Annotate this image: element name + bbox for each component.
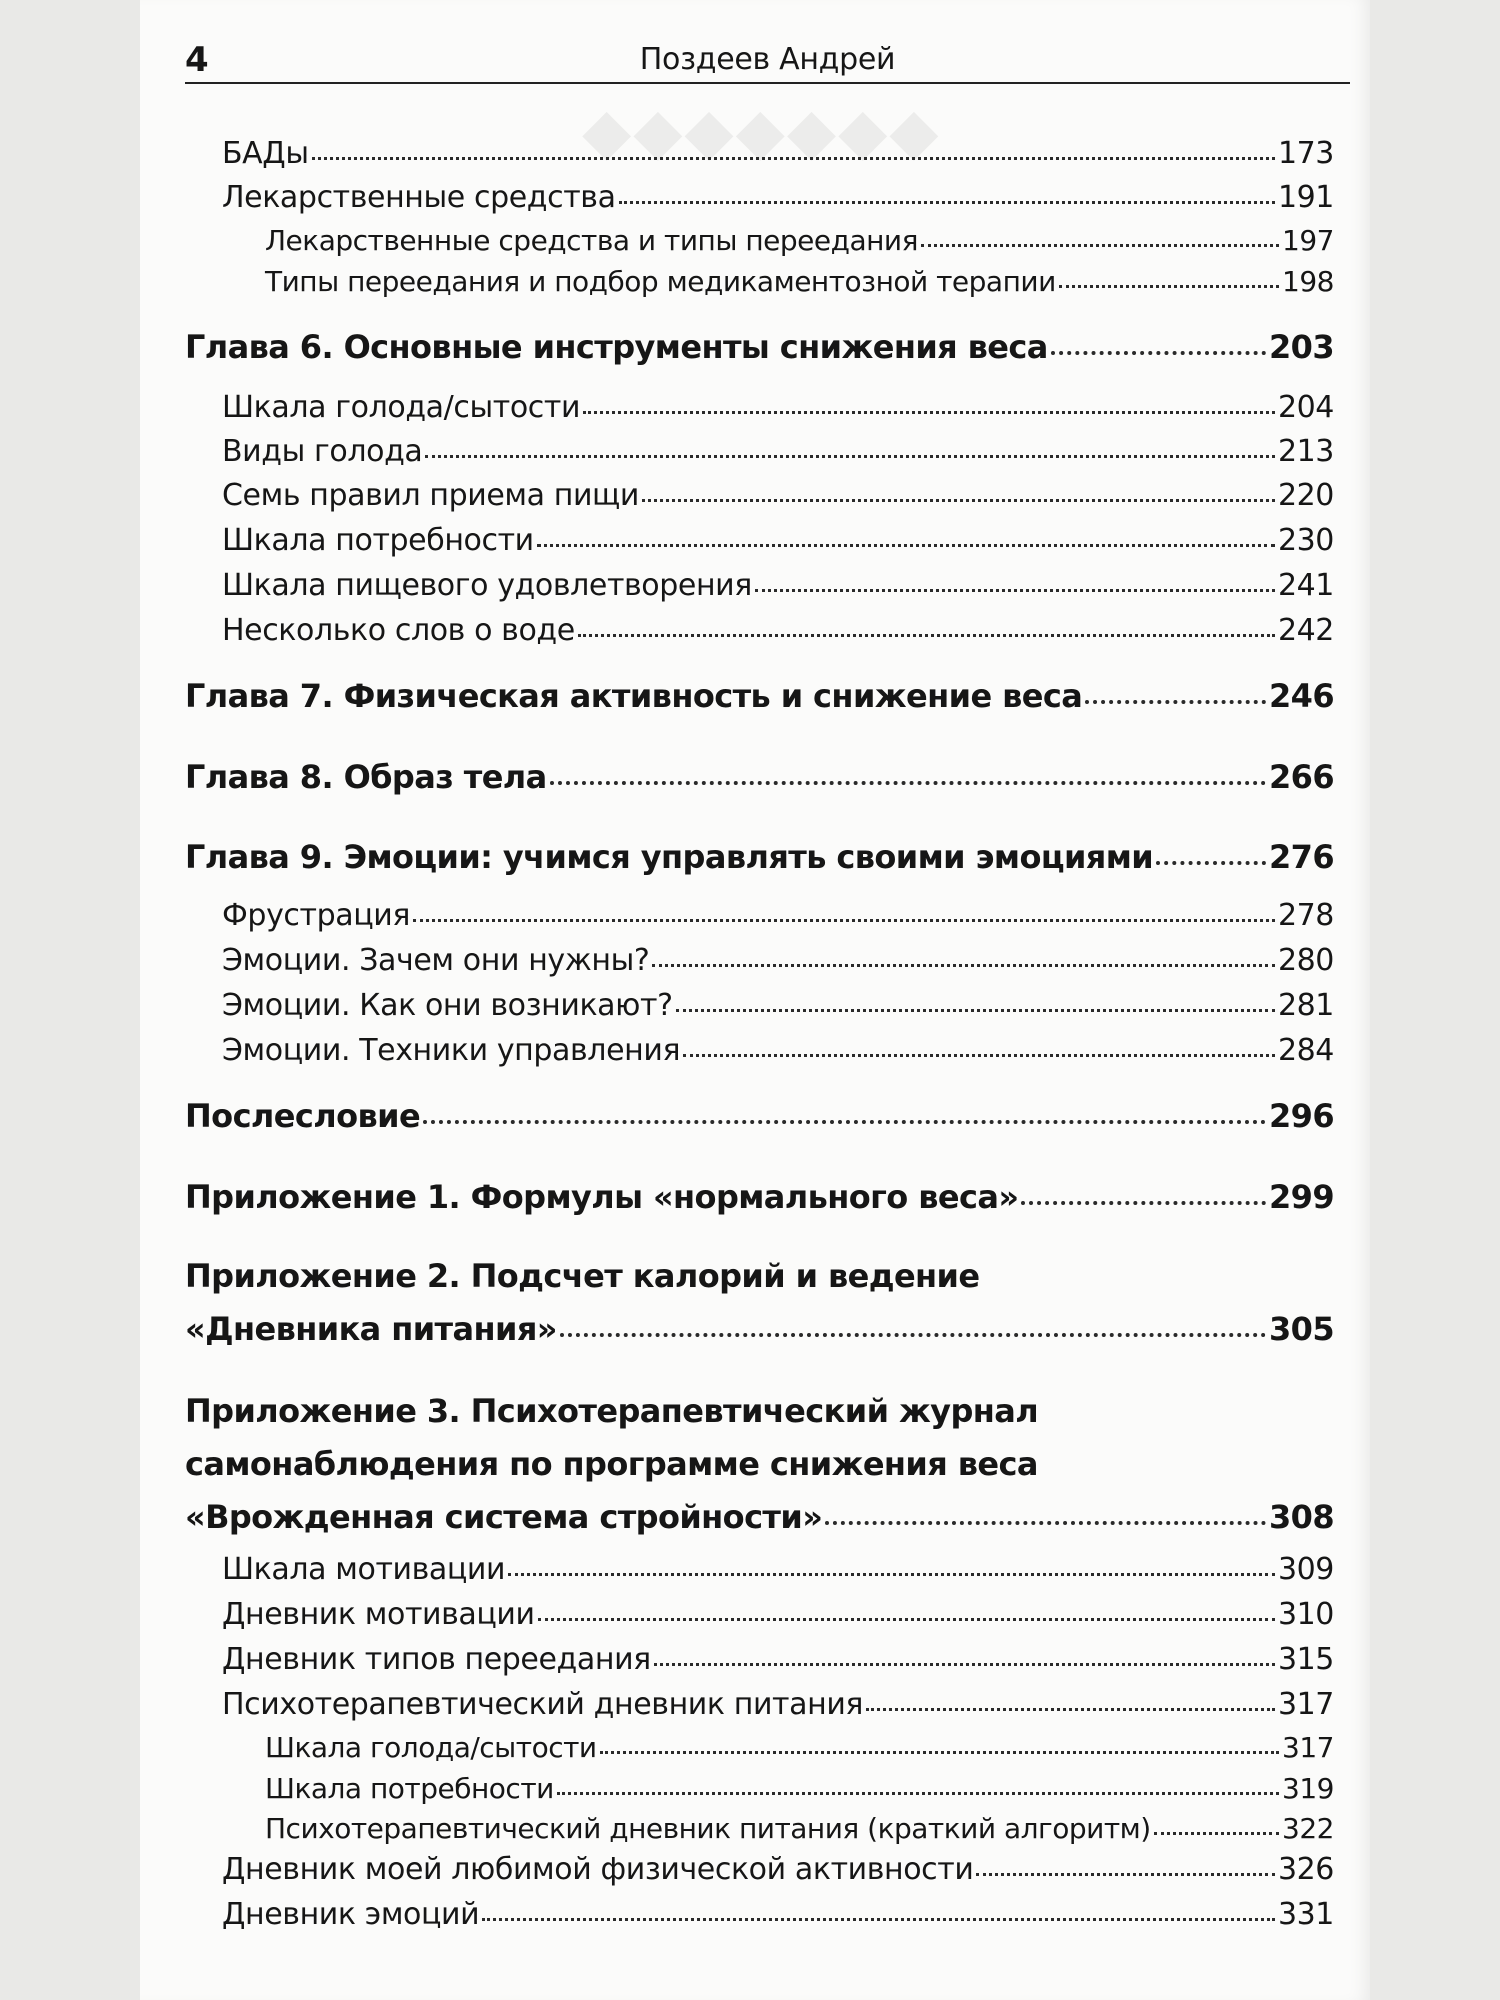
toc-chapter-page: 266 (1269, 758, 1334, 796)
toc-entry (222, 136, 1334, 171)
toc-chapter-page: 203 (1269, 328, 1334, 366)
toc-chapter-title-line: Приложение 2. Подсчет калорий и ведение (185, 1257, 980, 1295)
dot-leader (683, 1054, 1275, 1057)
toc-entry-page: 309 (1277, 1552, 1334, 1587)
toc-entry (222, 478, 1334, 513)
toc-entry-title: Психотерапевтический дневник питания (краткий алгоритм) (265, 1812, 1151, 1845)
toc-entry-title: Несколько слов о воде (222, 613, 575, 648)
toc-entry-title: Эмоции. Как они возникают? (222, 988, 673, 1023)
toc-chapter (185, 1498, 1334, 1536)
toc-entry-page: 331 (1277, 1897, 1334, 1932)
toc-entry-page: 241 (1277, 568, 1334, 603)
toc-entry-page: 198 (1282, 265, 1334, 298)
dot-leader (825, 1521, 1266, 1525)
toc-chapter-title: Глава 6. Основные инструменты снижения веса (185, 328, 1048, 366)
toc-entry (222, 523, 1334, 558)
toc-chapter-title: Глава 8. Образ тела (185, 758, 547, 796)
toc-chapter-page: 308 (1269, 1498, 1334, 1536)
toc-entry-page: 278 (1277, 898, 1334, 933)
toc-entry (222, 898, 1334, 933)
toc-entry (265, 224, 1334, 257)
toc-entry (222, 943, 1334, 978)
dot-leader (1059, 285, 1279, 288)
toc-chapter (185, 677, 1334, 715)
toc-entry (222, 1897, 1334, 1932)
toc-entry (222, 1642, 1334, 1677)
toc-chapter-page: 246 (1269, 677, 1334, 715)
toc-entry-page: 191 (1277, 180, 1334, 215)
toc-entry-title: Фрустрация (222, 898, 410, 933)
dot-leader (537, 544, 1275, 547)
toc-chapter-page: 299 (1269, 1178, 1334, 1216)
toc-entry-title: Шкала голода/сытости (222, 390, 581, 425)
toc-entry (265, 1731, 1334, 1764)
toc-entry-title: Лекарственные средства и типы переедания (265, 224, 918, 257)
toc-entry-page: 173 (1277, 136, 1334, 171)
toc-chapter-page: 276 (1269, 838, 1334, 876)
dot-leader (1154, 1832, 1279, 1835)
toc-entry-page: 230 (1277, 523, 1334, 558)
toc-entry-title: Эмоции. Зачем они нужны? (222, 943, 650, 978)
toc-chapter (185, 1310, 1334, 1348)
dot-leader (600, 1751, 1279, 1754)
toc-entry-title: Шкала мотивации (222, 1552, 506, 1587)
dot-leader (866, 1708, 1275, 1711)
toc-entry (222, 613, 1334, 648)
toc-entry-page: 326 (1277, 1852, 1334, 1887)
toc-entry-title: Дневник мотивации (222, 1597, 535, 1632)
dot-leader (413, 919, 1275, 922)
toc-entry-title: Шкала потребности (265, 1772, 554, 1805)
dot-leader (654, 1663, 1275, 1666)
toc-chapter-title: Глава 7. Физическая активность и снижение веса (185, 677, 1083, 715)
toc-entry-page: 310 (1277, 1597, 1334, 1632)
toc-entry-page: 317 (1282, 1731, 1334, 1764)
dot-leader (1156, 861, 1266, 865)
toc-entry-page: 315 (1277, 1642, 1334, 1677)
toc-entry-page: 213 (1277, 434, 1334, 469)
toc-chapter (185, 1178, 1334, 1216)
dot-leader (560, 1333, 1266, 1337)
toc-entry-title: Дневник типов переедания (222, 1642, 651, 1677)
toc-entry (222, 1597, 1334, 1632)
toc-entry-page: 220 (1277, 478, 1334, 513)
dot-leader (755, 589, 1275, 592)
dot-leader (619, 201, 1275, 204)
toc-entry-page: 242 (1277, 613, 1334, 648)
dot-leader (578, 634, 1275, 637)
toc-entry-page: 284 (1277, 1033, 1334, 1068)
page-number: 4 (185, 40, 209, 80)
dot-leader (1021, 1201, 1266, 1205)
dot-leader (508, 1573, 1275, 1576)
dot-leader (676, 1009, 1275, 1012)
toc-entry (222, 390, 1334, 425)
toc-entry-page: 280 (1277, 943, 1334, 978)
toc-chapter-page: 296 (1269, 1097, 1334, 1135)
dot-leader (538, 1618, 1275, 1621)
dot-leader (583, 411, 1275, 414)
dot-leader (557, 1792, 1279, 1795)
toc-chapter-title: Послесловие (185, 1097, 421, 1135)
dot-leader (652, 964, 1275, 967)
toc-chapter-title: Приложение 1. Формулы «нормального веса» (185, 1178, 1019, 1216)
toc-entry-title: Лекарственные средства (222, 180, 616, 215)
toc-chapter-title: «Дневника питания» (185, 1310, 557, 1348)
bleed-through-shadow: ◆◆◆◆◆◆◆ (580, 95, 939, 169)
dot-leader (312, 157, 1275, 160)
toc-entry-title: Семь правил приема пищи (222, 478, 640, 513)
toc-chapter-title: «Врожденная система стройности» (185, 1498, 823, 1536)
toc-chapter (185, 758, 1334, 796)
toc-entry-title: БАДы (222, 136, 309, 171)
toc-entry-page: 317 (1277, 1687, 1334, 1722)
dot-leader (1085, 700, 1266, 704)
toc-entry-title: Типы переедания и подбор медикаментозной терапии (265, 265, 1056, 298)
toc-chapter-title: Глава 9. Эмоции: учимся управлять своими эмоциями (185, 838, 1154, 876)
toc-entry-title: Психотерапевтический дневник питания (222, 1687, 864, 1722)
toc-entry (222, 434, 1334, 469)
toc-entry-title: Дневник эмоций (222, 1897, 480, 1932)
toc-entry (265, 265, 1334, 298)
toc-entry-title: Шкала пищевого удовлетворения (222, 568, 752, 603)
toc-entry-title: Эмоции. Техники управления (222, 1033, 681, 1068)
dot-leader (482, 1918, 1275, 1921)
toc-entry-title: Шкала голода/сытости (265, 1731, 597, 1764)
dot-leader (550, 781, 1266, 785)
toc-chapter (185, 1097, 1334, 1135)
toc-chapter-page: 305 (1269, 1310, 1334, 1348)
toc-entry-page: 197 (1282, 224, 1334, 257)
toc-entry-page: 319 (1282, 1772, 1334, 1805)
toc-entry (222, 1552, 1334, 1587)
toc-entry (265, 1772, 1334, 1805)
toc-entry-page: 204 (1277, 390, 1334, 425)
toc-entry (222, 1687, 1334, 1722)
toc-entry-page: 322 (1282, 1812, 1334, 1845)
dot-leader (425, 455, 1275, 458)
dot-leader (976, 1873, 1274, 1876)
toc-entry-title: Дневник моей любимой физической активности (222, 1852, 974, 1887)
toc-chapter-title-line: самонаблюдения по программе снижения веса (185, 1445, 1038, 1483)
dot-leader (1051, 351, 1266, 355)
toc-chapter (185, 838, 1334, 876)
toc-entry-title: Шкала потребности (222, 523, 534, 558)
dot-leader (642, 499, 1275, 502)
toc-entry (222, 1033, 1334, 1068)
toc-chapter (185, 328, 1334, 366)
dot-leader (423, 1120, 1266, 1124)
toc-entry-page: 281 (1277, 988, 1334, 1023)
toc-entry (222, 988, 1334, 1023)
running-title: Поздеев Андрей (639, 42, 896, 77)
toc-entry (222, 1852, 1334, 1887)
dot-leader (921, 244, 1279, 247)
toc-chapter-title-line: Приложение 3. Психотерапевтический журнал (185, 1392, 1039, 1430)
toc-entry-title: Виды голода (222, 434, 423, 469)
toc-entry (265, 1812, 1334, 1845)
toc-entry (222, 568, 1334, 603)
toc-entry (222, 180, 1334, 215)
